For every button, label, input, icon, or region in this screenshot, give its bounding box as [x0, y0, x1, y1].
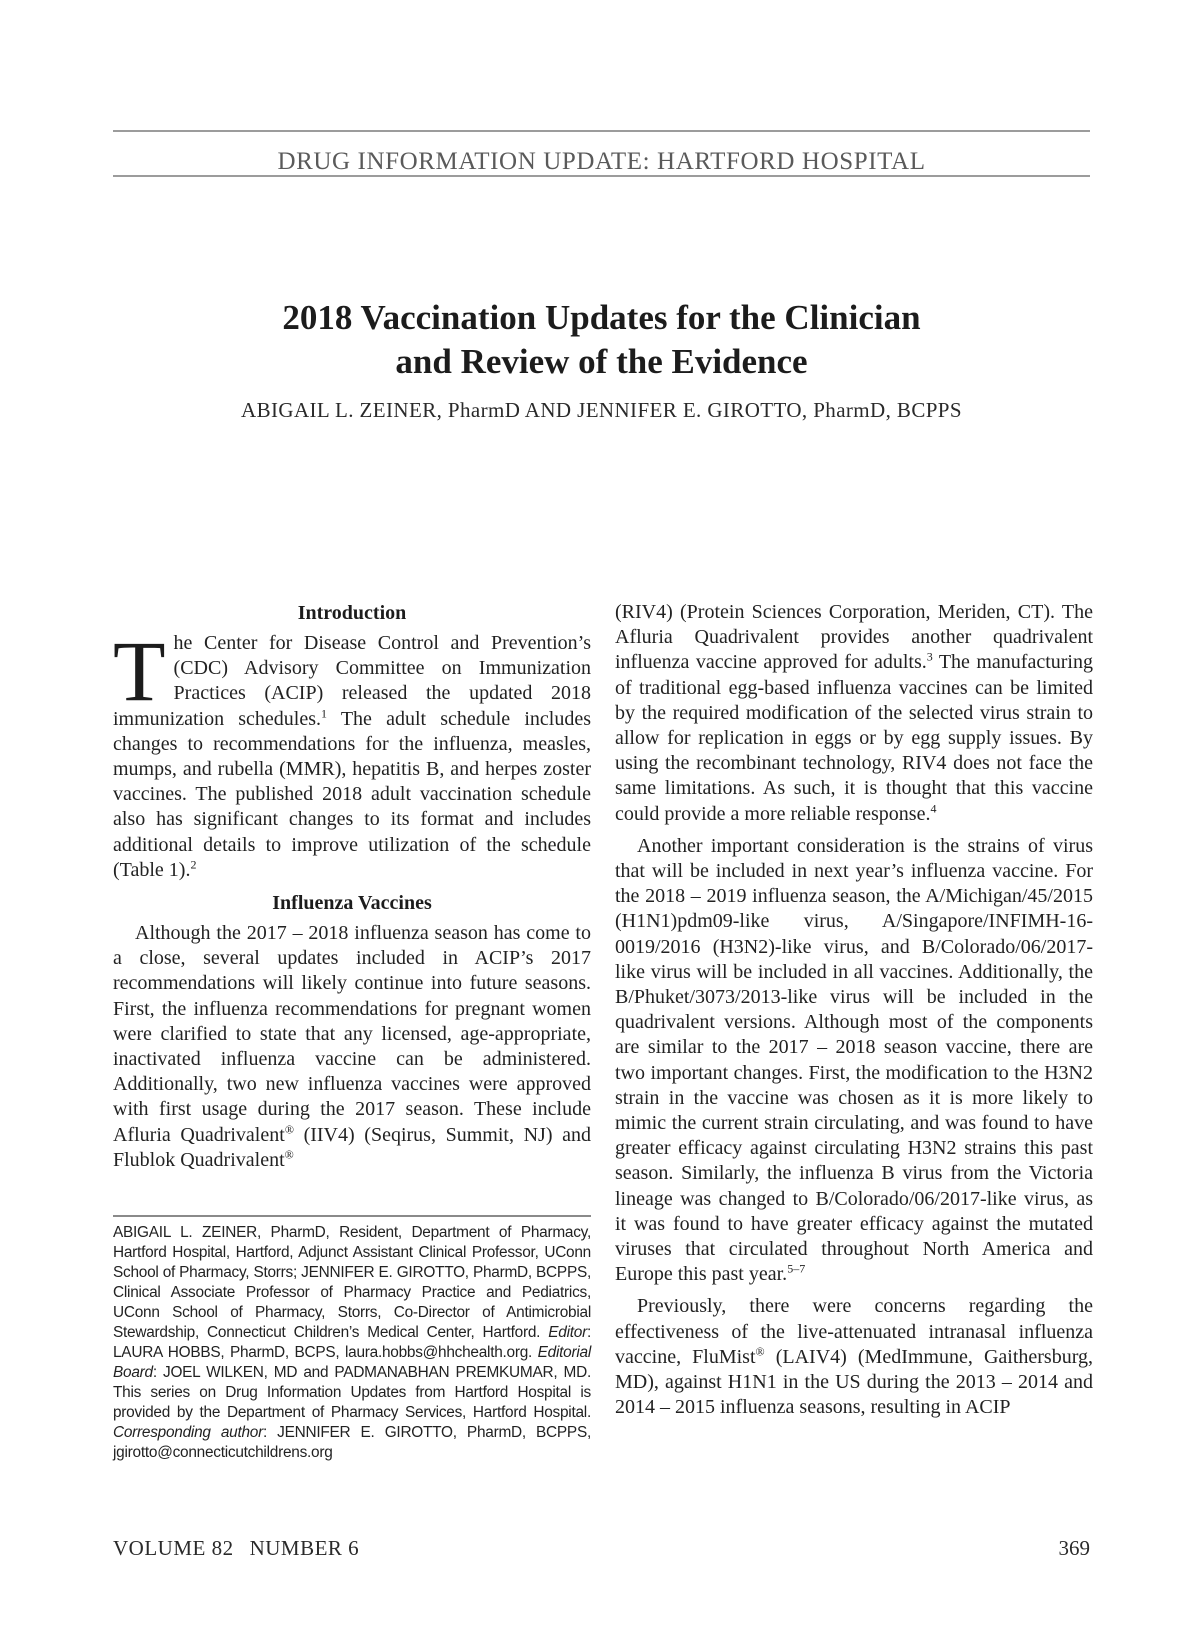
citation-5-7: 5–7: [787, 1261, 806, 1276]
citation-4: 4: [930, 800, 937, 815]
article-title: [113, 296, 1090, 384]
introduction-heading: Introduction: [297, 602, 407, 624]
volume-label: VOLUME 82: [113, 1536, 234, 1560]
volume-issue: [113, 1536, 359, 1561]
right-column: [615, 600, 1093, 1421]
author-line: ABIGAIL L. ZEINER, PharmD AND JENNIFER E. GIROTTO, PharmD, BCPPS: [241, 398, 962, 422]
influenza-paragraph: Although the 2017 – 2018 influenza season has come to a close, several updates included in ACIP’s 2017 recommendations will likely continue into future seasons. First, the influenza recommendations for pregnant women were clarified to state that any licensed, age-appropriate, inactivated influenza vaccine can be administered. Additionally, two new influenza vaccines were approved with first usage during the 2017 season. These include Afluria Quadrivalent® (IIV4) (Seqirus, Summit, NJ) and Flublok Quadrivalent®: [113, 922, 591, 1171]
page-number: 369: [1058, 1536, 1090, 1560]
editor-label: Editor: [548, 1324, 587, 1341]
running-head: DRUG INFORMATION UPDATE: HARTFORD HOSPITAL: [277, 148, 926, 175]
right-paragraph-1: (RIV4) (Protein Sciences Corporation, Meriden, CT). The Afluria Quadrivalent provides another quadrivalent influenza vaccine approved for adults.$^3$ The manufacturing of traditional egg-based influenza vaccines can be limited by the required modification of the selected virus strain to allow for replication in eggs or by egg supply issues. By using the recombinant technology, RIV4 does not face the same limitations. As such, it is thought that this vaccine could provide a more reliable response.$^4$: [615, 601, 1093, 825]
corresponding-author-label: Corresponding author: [113, 1424, 263, 1441]
issue-label: NUMBER 6: [249, 1536, 360, 1560]
left-column: [113, 600, 591, 1173]
title-line-2: and Review of the Evidence: [395, 342, 808, 381]
citation-3: 3: [926, 649, 933, 664]
title-line-1: 2018 Vaccination Updates for the Clinician: [282, 298, 921, 337]
author-footnote: ABIGAIL L. ZEINER, PharmD, Resident, Department of Pharmacy, Hartford Hospital, Hartford, Adjunct Assistant Clinical Professor, UConn School of Pharmacy, Storrs; JENNIFER E. GIROTTO, PharmD, BCPPS, Clinical Associate Professor of Pharmacy Practice and Pediatrics, UConn School of Pharmacy, Storrs, Co-Director of Antimicrobial Stewardship, Connecticut Children’s Medical Center, Hartford. Editor: LAURA HOBBS, PharmD, BCPS, laura.hobbs@hhchealth.org. Editorial Board: JOEL WILKEN, MD and PADMANABHAN PREMKUMAR, MD. This series on Drug Information Updates from Hartford Hospital is provided by the Department of Pharmacy Services, Hartford Hospital. Corresponding author: JENNIFER E. GIROTTO, PharmD, BCPPS, jgirotto@connecticutchildrens.org: [113, 1224, 591, 1461]
header-rule-top: [113, 130, 1090, 132]
right-paragraph-3: Previously, there were concerns regarding the effectiveness of the live-attenuated intranasal influenza vaccine, FluMist® (LAIV4) (MedImmune, Gaithersburg, MD), against H1N1 in the US during the 2013 – 2014 and 2014 – 2015 influenza seasons, resulting in ACIP: [615, 1295, 1093, 1419]
registered-mark: ®: [755, 1344, 765, 1359]
footnote-rule: [113, 1215, 591, 1217]
right-paragraph-2: Another important consideration is the strains of virus that will be included in next year’s influenza vaccine. For the 2018 – 2019 influenza season, the A/Michigan/45/2015 (H1N1)pdm09-like virus, A/Singapore/INFIMH-16-0019/2016 (H3N2)-like virus, and B/Colorado/06/2017-like virus will be included in all vaccines. Additionally, the B/Phuket/3073/2013-like virus will be included in the quadrivalent versions. Although most of the components are similar to the 2017 – 2018 season vaccine, there are two important changes. First, the modification to the H3N2 strain in the vaccine was chosen as it is more likely to mimic the current strain circulating, and was found to have greater efficacy against circulating H3N2 strains this past season. Similarly, the influenza B virus from the Victoria lineage was changed to B/Colorado/06/2017-like virus, as it was found to have greater efficacy against the mutated viruses that circulated throughout North America and Europe this past year.$^{5-7}$: [615, 834, 1093, 1286]
header-rule-bottom: [113, 175, 1090, 177]
introduction-paragraph: The Center for Disease Control and Prevention’s (CDC) Advisory Committee on Immunization Practices (ACIP) released the updated 2018 immunization schedules.$^1$ The adult schedule includes changes to recommendations for the influenza, measles, mumps, and rubella (MMR), hepatitis B, and herpes zoster vaccines. The published 2018 adult vaccination schedule also has significant changes to its format and includes additional details to improve utilization of the schedule (Table 1).$^2$: [113, 623, 591, 881]
registered-mark: ®: [284, 1122, 294, 1136]
registered-mark: ®: [284, 1147, 294, 1162]
editorial-board-label: Editorial Board: [113, 1344, 591, 1381]
influenza-heading: Influenza Vaccines: [272, 892, 432, 915]
citation-2: 2: [190, 857, 197, 872]
citation-1: 1: [321, 705, 328, 720]
